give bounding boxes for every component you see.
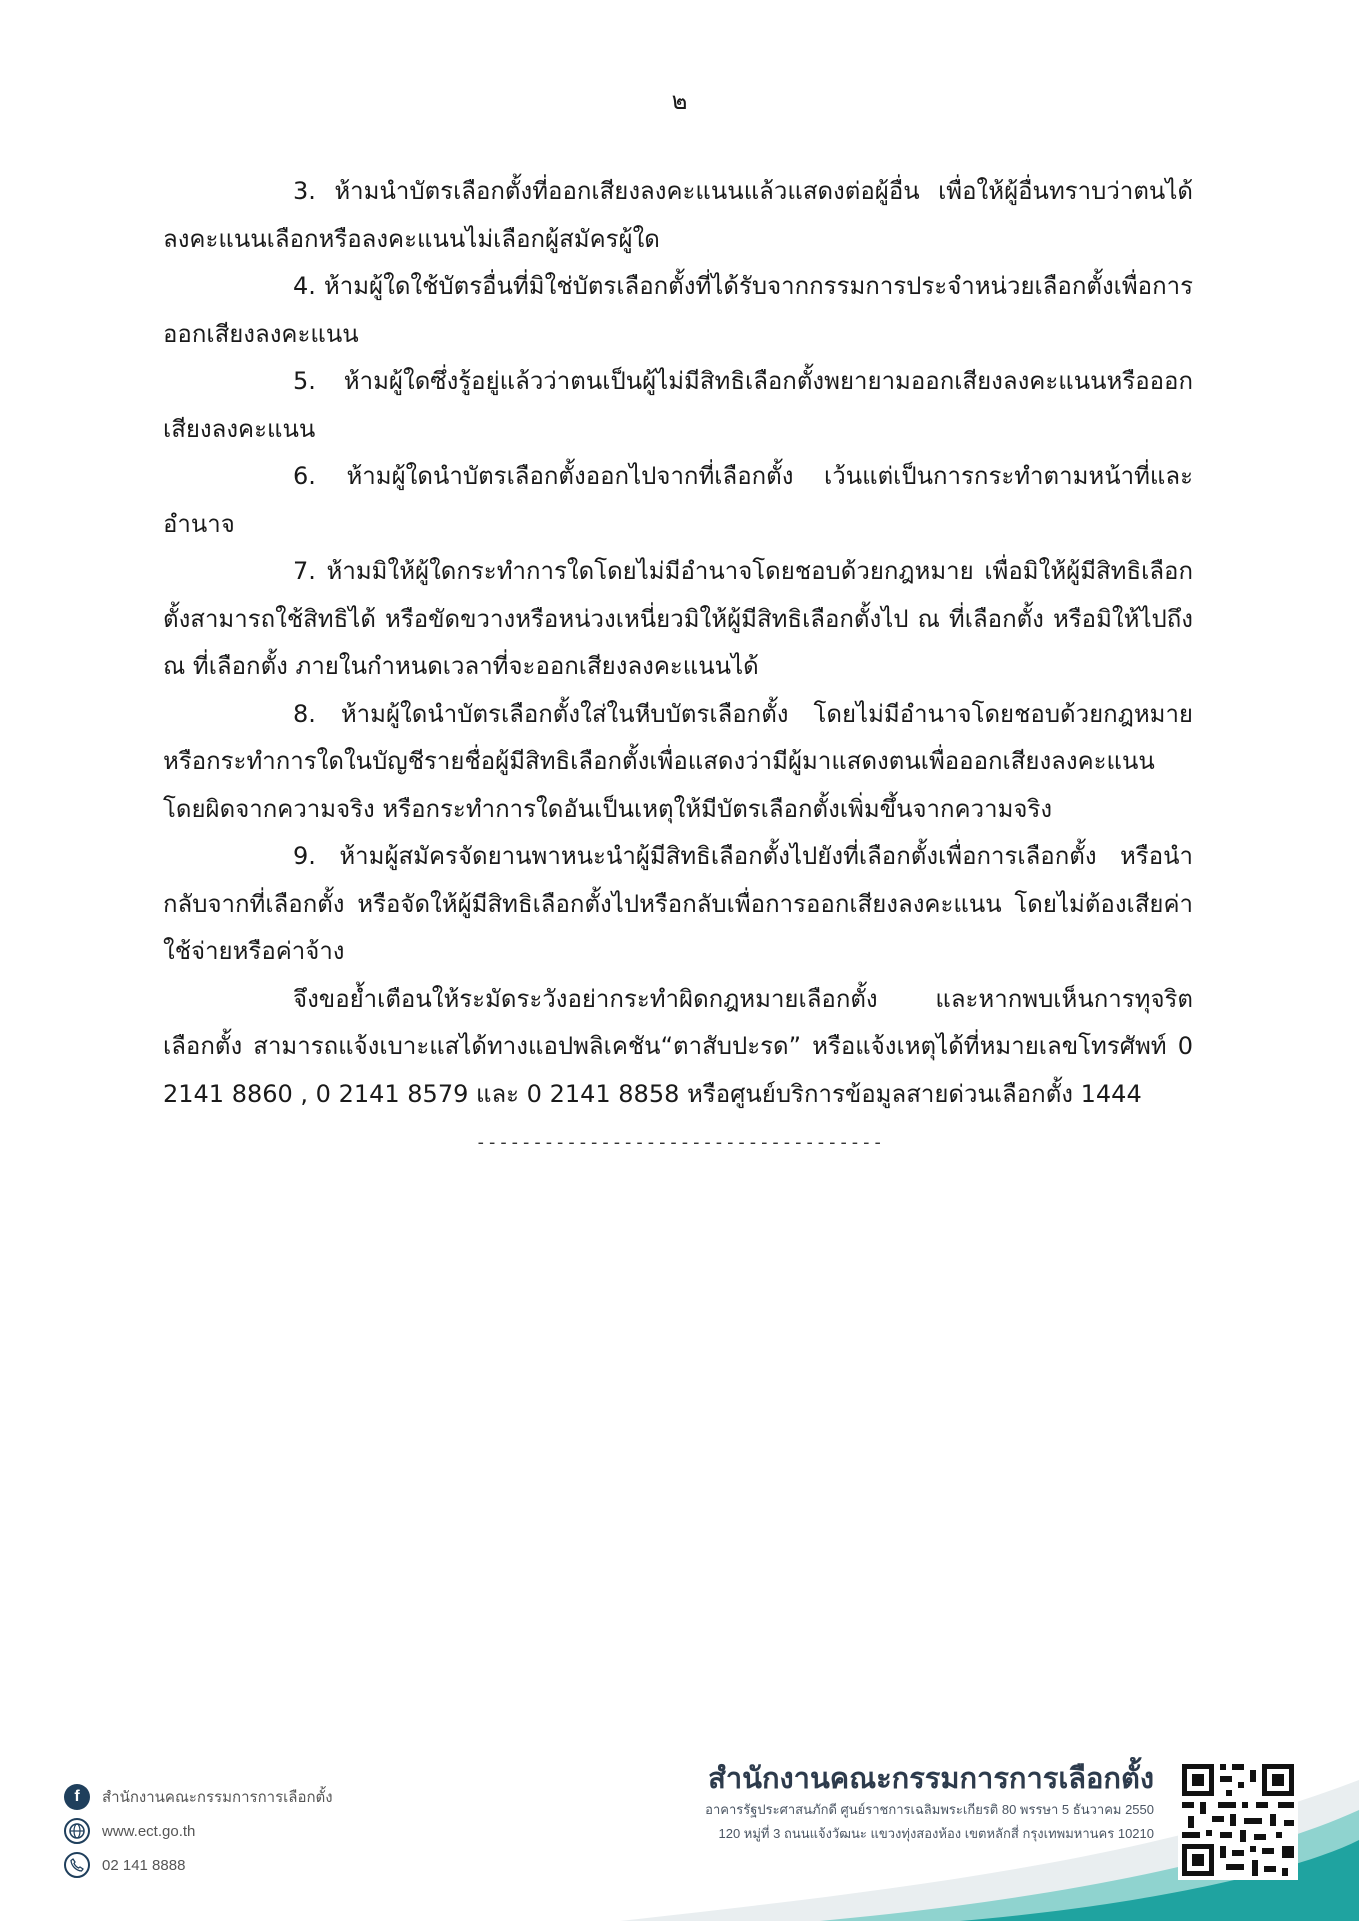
organization-block [705, 1760, 1154, 1846]
organization-name: สำนักงานคณะกรรมการการเลือกตั้ง [708, 1763, 1154, 1795]
document-body [163, 168, 1193, 1118]
paragraph-9: 9. ห้ามผู้สมัครจัดยานพาหนะนำผู้มีสิทธิเลือกตั้งไปยังที่เลือกตั้งเพื่อการเลือกตั้ง หรือนำกลับจากที่เลือกตั้ง หรือจัดให้ผู้มีสิทธิเลือกตั้งไปหรือกลับเพื่อการออกเสียงลงคะแนน โดยไม่ต้องเสียค่าใช้จ่ายหรือค่าจ้าง [163, 842, 1193, 965]
qr-code-icon [1178, 1760, 1298, 1880]
paragraph-6: 6. ห้ามผู้ใดนำบัตรเลือกตั้งออกไปจากที่เลือกตั้ง เว้นแต่เป็นการกระทำตามหน้าที่และอำนาจ [163, 462, 1193, 538]
phone-icon [64, 1852, 90, 1878]
globe-icon [64, 1818, 90, 1844]
address-line-2: 120 หมู่ที่ 3 ถนนแจ้งวัฒนะ แขวงทุ่งสองห้อง เขตหลักสี่ กรุงเทพมหานคร 10210 [718, 1826, 1154, 1841]
paragraph-3: 3. ห้ามนำบัตรเลือกตั้งที่ออกเสียงลงคะแนนแล้วแสดงต่อผู้อื่น เพื่อให้ผู้อื่นทราบว่าตนได้ลงคะแนนเลือกหรือลงคะแนนไม่เลือกผู้สมัครผู้ใด [163, 177, 1193, 253]
paragraph-5: 5. ห้ามผู้ใดซึ่งรู้อยู่แล้วว่าตนเป็นผู้ไม่มีสิทธิเลือกตั้งพยายามออกเสียงลงคะแนนหรือออกเสียงลงคะแนน [163, 367, 1193, 443]
website-link[interactable]: www.ect.go.th [102, 1822, 196, 1840]
phone-contact[interactable] [64, 1848, 333, 1882]
facebook-name: สำนักงานคณะกรรมการการเลือกตั้ง [102, 1789, 333, 1806]
address-line-1: อาคารรัฐประศาสนภักดี ศูนย์ราชการเฉลิมพระเกียรติ 80 พรรษา 5 ธันวาคม 2550 [705, 1802, 1154, 1817]
paragraph-4: 4. ห้ามผู้ใดใช้บัตรอื่นที่มิใช่บัตรเลือกตั้งที่ได้รับจากกรรมการประจำหน่วยเลือกตั้งเพื่อการออกเสียงลงคะแนน [163, 272, 1193, 348]
website-contact[interactable] [64, 1814, 333, 1848]
end-divider: ------------------------------------ [475, 1132, 884, 1153]
paragraph-7: 7. ห้ามมิให้ผู้ใดกระทำการใดโดยไม่มีอำนาจโดยชอบด้วยกฎหมาย เพื่อมิให้ผู้มีสิทธิเลือกตั้งสามารถใช้สิทธิได้ หรือขัดขวางหรือหน่วงเหนี่ยวมิให้ผู้มีสิทธิเลือกตั้งไป ณ ที่เลือกตั้ง หรือมิให้ไปถึง ณ ที่เลือกตั้ง ภายในกำหนดเวลาที่จะออกเสียงลงคะแนนได้ [163, 557, 1193, 680]
facebook-icon: f [64, 1784, 90, 1810]
paragraph-8: 8. ห้ามผู้ใดนำบัตรเลือกตั้งใส่ในหีบบัตรเลือกตั้ง โดยไม่มีอำนาจโดยชอบด้วยกฎหมาย หรือกระทำการใดในบัญชีรายชื่อผู้มีสิทธิเลือกตั้งเพื่อแสดงว่ามีผู้มาแสดงตนเพื่อออกเสียงลงคะแนนโดยผิดจากความจริง หรือกระทำการใดอันเป็นเหตุให้มีบัตรเลือกตั้งเพิ่มขึ้นจากความจริง [163, 699, 1193, 823]
closing-paragraph: จึงขอย้ำเตือนให้ระมัดระวังอย่ากระทำผิดกฎหมายเลือกตั้ง และหากพบเห็นการทุจริตเลือกตั้ง สามารถแจ้งเบาะแสได้ทางแอปพลิเคชัน“ตาสับปะรด” หรือแจ้งเหตุได้ที่หมายเลขโทรศัพท์ 0 2141 8860 , 0 2141 8579 และ 0 2141 8858 หรือศูนย์บริการข้อมูลสายด่วนเลือกตั้ง 1444 [163, 984, 1193, 1108]
phone-number: 02 141 8888 [102, 1856, 186, 1874]
facebook-contact[interactable] [64, 1780, 333, 1814]
page-number: ๒ [671, 87, 688, 115]
footer-contacts [64, 1780, 333, 1882]
